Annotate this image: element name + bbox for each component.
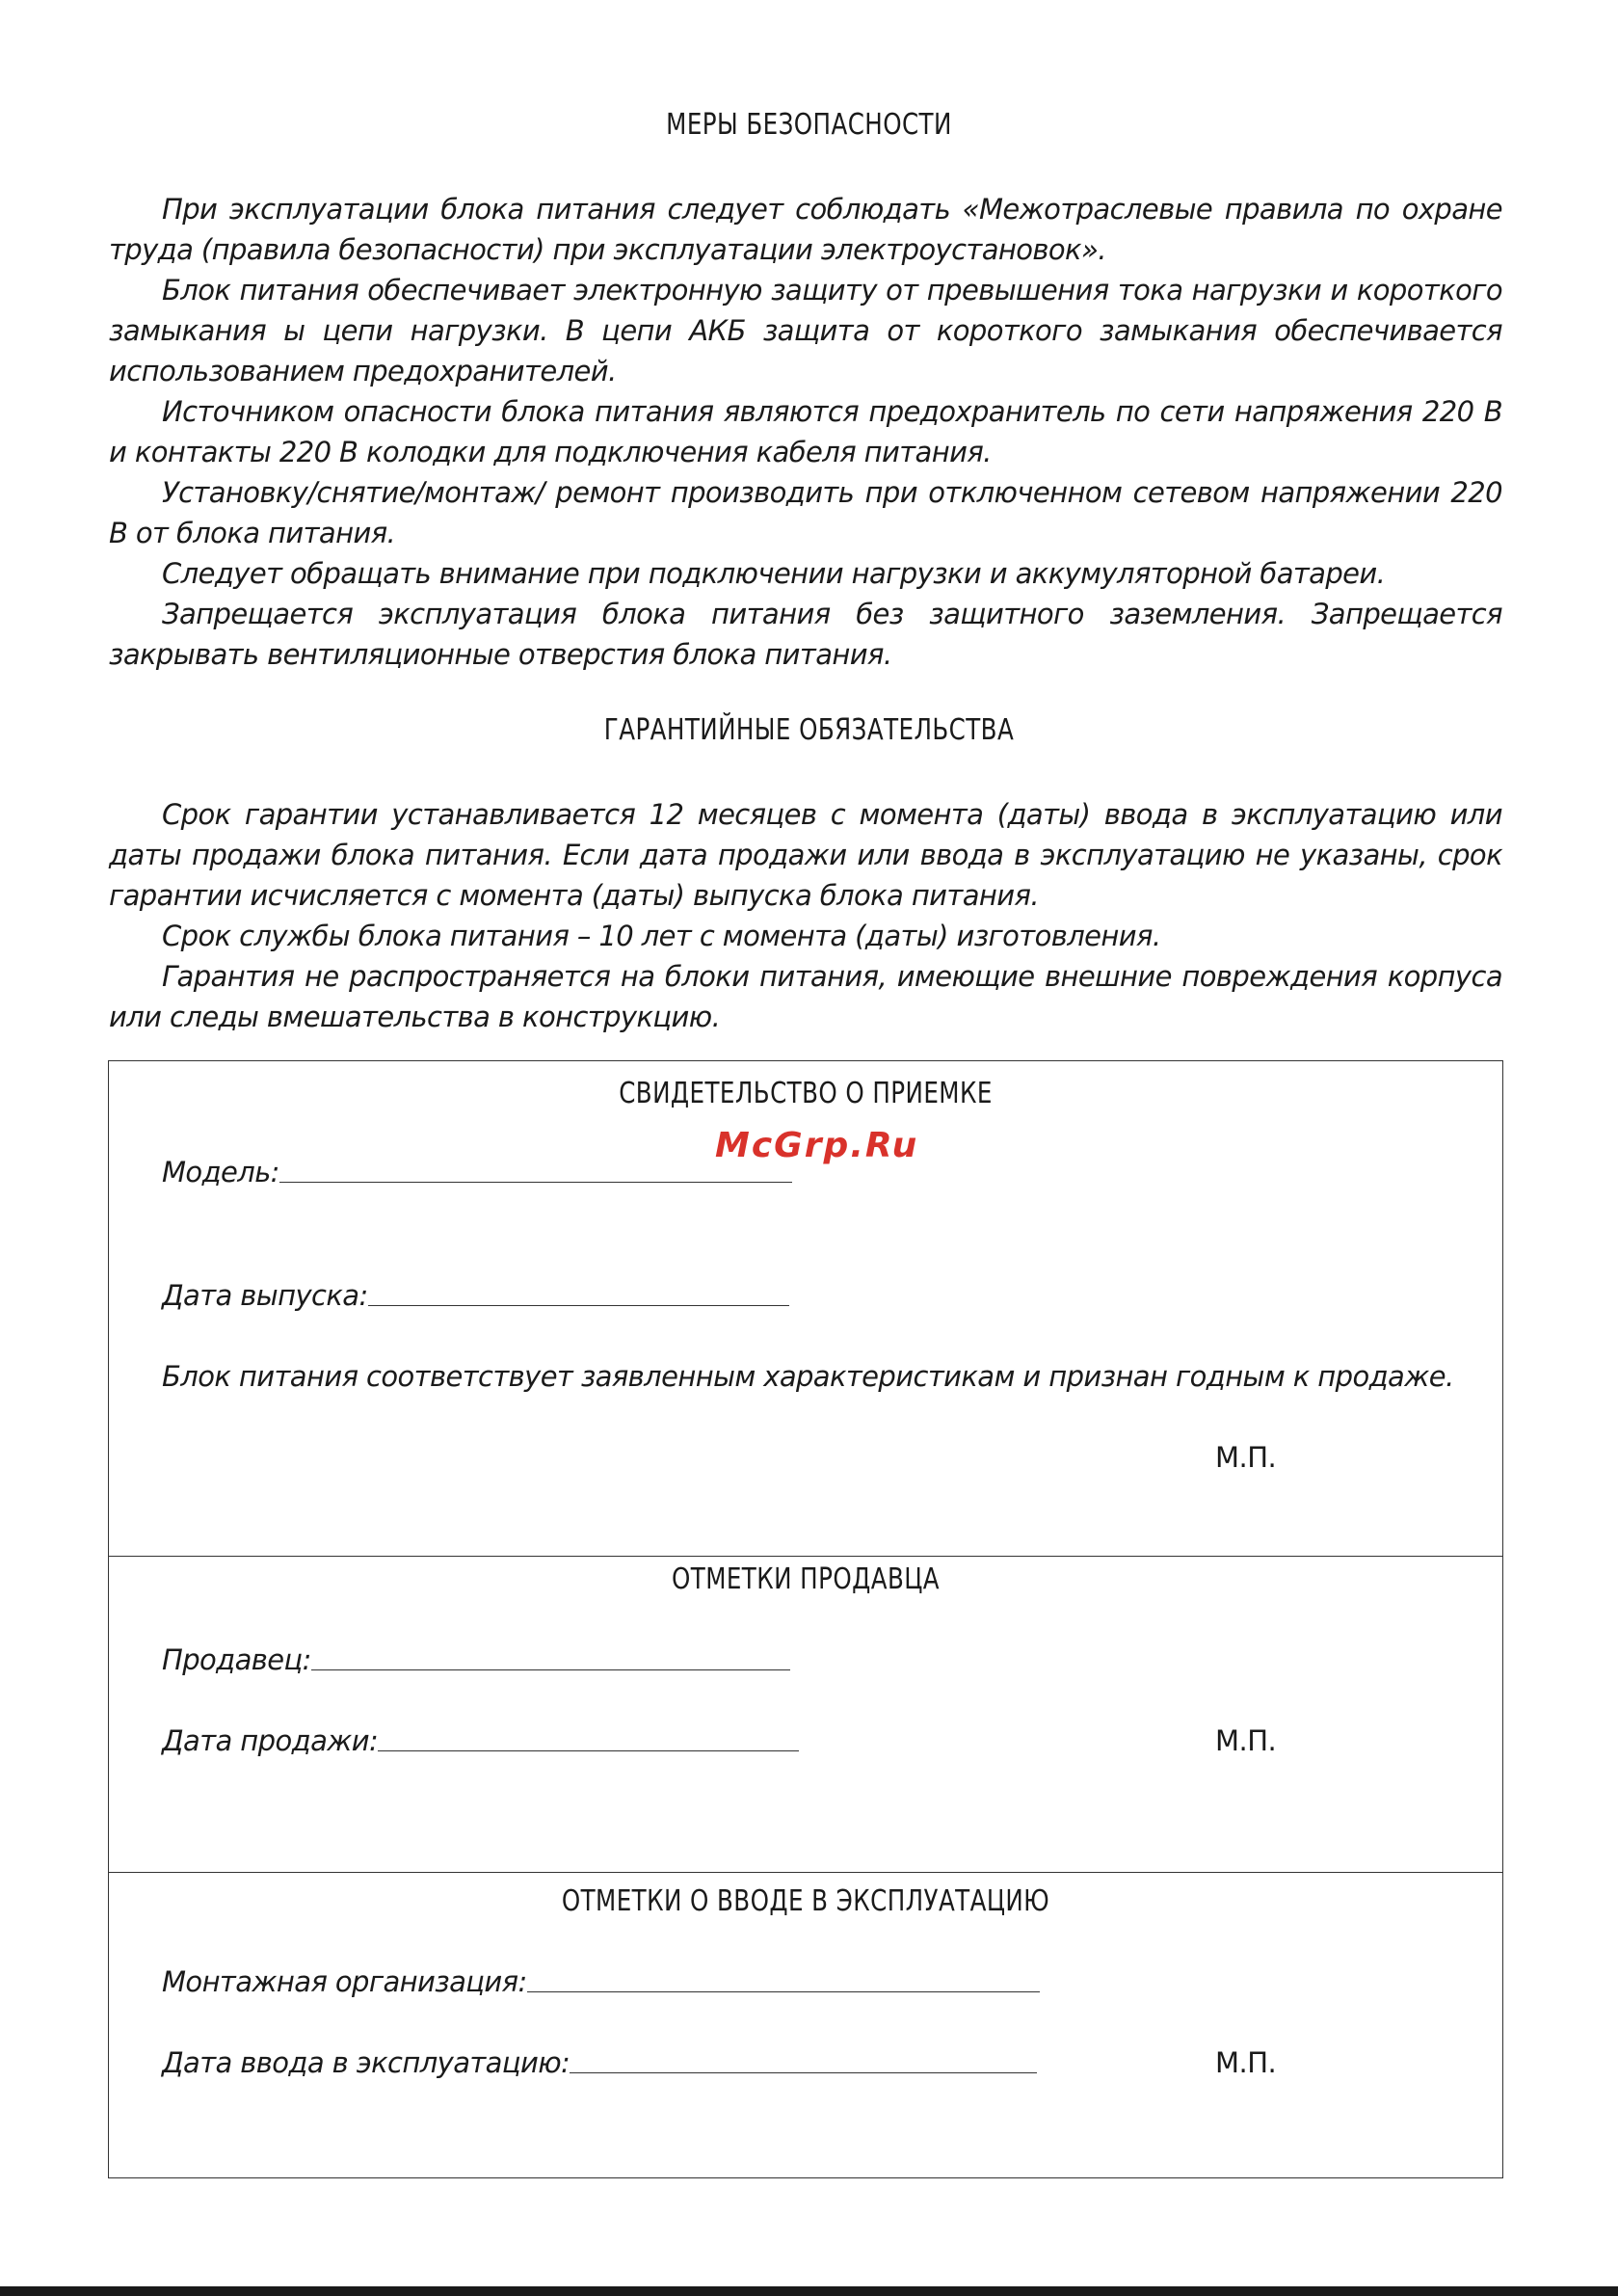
installer-field (162, 1965, 1040, 1998)
installer-label: Монтажная организация: (162, 1965, 527, 1998)
warranty-text (109, 794, 1502, 1037)
release-date-label: Дата выпуска: (162, 1279, 368, 1312)
acceptance-statement: Блок питания соответствует заявленным характеристикам и признан годным к продаже. (162, 1360, 1454, 1393)
warranty-paragraph: Срок гарантии устанавливается 12 месяцев с момента (даты) ввода в эксплуатацию или даты продажи блока питания. Если дата продажи или ввода в эксплуатацию не указаны, срок гарантии исчисляется с момента (даты) выпуска блока питания. (109, 798, 1502, 912)
safety-paragraph: Блок питания обеспечивает электронную защиту от превышения тока нагрузки и короткого замыкания ы цепи нагрузки. В цепи АКБ защита от короткого замыкания обеспечивается использованием предохранителей. (109, 274, 1502, 387)
safety-paragraph: Установку/снятие/монтаж/ ремонт производить при отключенном сетевом напряжении 220 В от блока питания. (109, 476, 1502, 549)
safety-title: МЕРЫ БЕЗОПАСНОСТИ (666, 108, 952, 142)
safety-paragraph: Источником опасности блока питания являются предохранитель по сети напряжения 220 В и контакты 220 В колодки для подключения кабеля питания. (109, 395, 1502, 468)
commission-date-field (162, 2046, 1037, 2079)
release-date-input-line[interactable] (368, 1304, 789, 1306)
model-field (162, 1156, 792, 1188)
certificate-form (108, 1060, 1503, 2178)
release-date-field (162, 1279, 789, 1312)
seller-field (162, 1643, 790, 1676)
commission-date-label: Дата ввода в эксплуатацию: (162, 2046, 570, 2079)
sale-date-field (162, 1724, 799, 1757)
warranty-paragraph: Гарантия не распространяется на блоки питания, имеющие внешние повреждения корпуса или следы вмешательства в конструкцию. (109, 960, 1502, 1033)
commissioning-title: ОТМЕТКИ О ВВОДЕ В ЭКСПЛУАТАЦИЮ (561, 1884, 1050, 1918)
seller-stamp: М.П. (1215, 1724, 1277, 1757)
commissioning-stamp: М.П. (1215, 2046, 1277, 2079)
section-divider (109, 1872, 1502, 1873)
safety-text (109, 189, 1502, 675)
model-input-line[interactable] (279, 1181, 792, 1183)
commission-date-input-line[interactable] (570, 2071, 1037, 2073)
section-divider (109, 1556, 1502, 1557)
bottom-rule (0, 2286, 1618, 2296)
acceptance-stamp: М.П. (1215, 1441, 1277, 1474)
watermark-logo: McGrp.Ru (715, 1126, 919, 1165)
sale-date-input-line[interactable] (378, 1749, 799, 1751)
safety-paragraph: Запрещается эксплуатация блока питания без защитного заземления. Запрещается закрывать вентиляционные отверстия блока питания. (109, 598, 1502, 671)
installer-input-line[interactable] (527, 1990, 1040, 1992)
model-label: Модель: (162, 1156, 279, 1188)
seller-title: ОТМЕТКИ ПРОДАВЦА (672, 1562, 940, 1596)
safety-paragraph: Следует обращать внимание при подключении нагрузки и аккумуляторной батареи. (162, 557, 1386, 590)
sale-date-label: Дата продажи: (162, 1724, 379, 1757)
warranty-title: ГАРАНТИЙНЫЕ ОБЯЗАТЕЛЬСТВА (603, 713, 1015, 747)
seller-input-line[interactable] (311, 1669, 790, 1670)
warranty-paragraph: Срок службы блока питания – 10 лет с момента (даты) изготовления. (162, 920, 1161, 952)
seller-label: Продавец: (162, 1643, 311, 1676)
safety-paragraph: При эксплуатации блока питания следует соблюдать «Межотраслевые правила по охране труда (правила безопасности) при эксплуатации электроустановок». (109, 193, 1502, 266)
acceptance-title: СВИДЕТЕЛЬСТВО О ПРИЕМКЕ (619, 1077, 993, 1110)
